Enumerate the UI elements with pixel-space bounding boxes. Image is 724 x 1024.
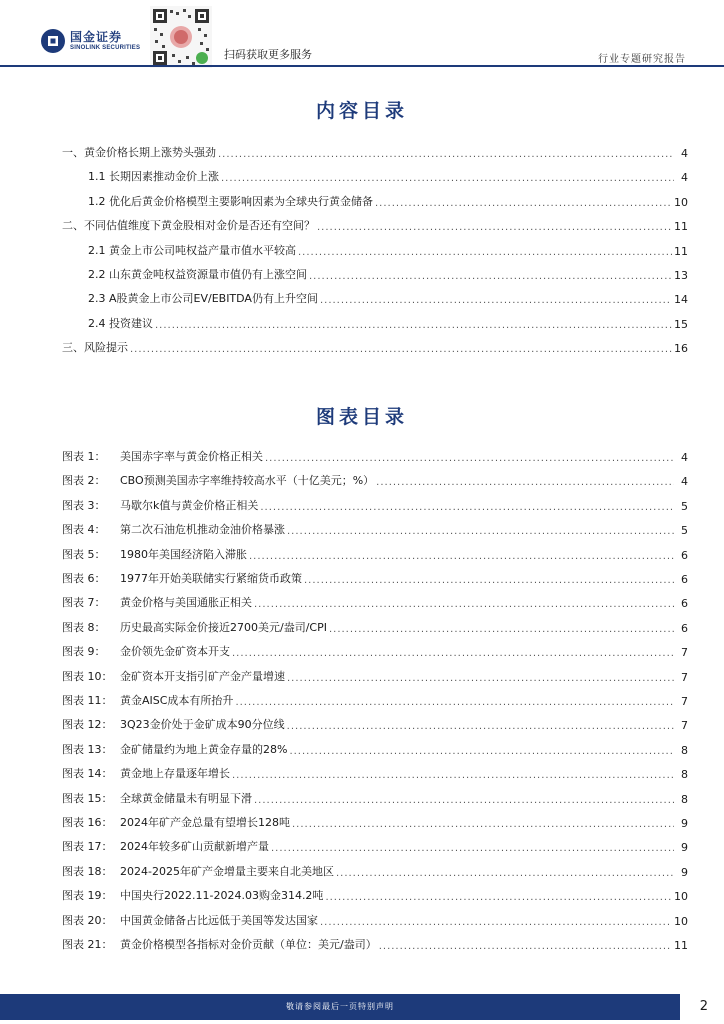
figure-entry[interactable] <box>62 668 688 684</box>
company-logo <box>40 28 140 54</box>
toc-entry[interactable] <box>88 193 688 209</box>
sinolink-logo-icon <box>40 28 66 54</box>
figure-entry-page: 7 <box>681 719 688 733</box>
figure-entry-label: 历史最高实际金价接近2700美元/盎司/CPI <box>120 620 327 634</box>
figure-entry[interactable] <box>62 521 688 537</box>
toc-entry-label: 1.1 长期因素推动金价上涨 <box>88 170 219 184</box>
toc-leader-dots <box>130 344 672 355</box>
toc-entry[interactable] <box>88 290 688 306</box>
toc-entry-label: 2.3 A股黄金上市公司EV/EBITDA仍有上升空间 <box>88 292 318 306</box>
report-type-label: 行业专题研究报告 <box>598 54 686 65</box>
figure-entry-label: 美国赤字率与黄金价格正相关 <box>120 450 263 463</box>
figure-entry[interactable] <box>62 448 688 464</box>
toc-entry-label: 1.2 优化后黄金价格模型主要影响因素为全球央行黄金储备 <box>88 194 373 208</box>
toc-title: 内容目录 <box>315 100 408 122</box>
figure-entry[interactable] <box>62 692 688 708</box>
figure-entry-number: 图表 15： <box>62 791 113 805</box>
figure-entry-page: 7 <box>681 670 688 684</box>
figure-entry-number: 图表 5： <box>62 547 106 561</box>
figure-entry-page: 8 <box>681 792 688 806</box>
figure-entry-number: 图表 2： <box>62 474 106 488</box>
figure-entry-label: 3Q23金价处于金矿成本90分位线 <box>120 718 285 732</box>
figure-entry[interactable] <box>62 472 688 488</box>
figure-leader-dots <box>254 599 674 610</box>
figure-entry-label: 2024年矿产金总量有望增长128吨 <box>120 816 290 829</box>
figure-entry-label: 黄金价格模型各指标对金价贡献（单位：美元/盎司） <box>120 938 377 951</box>
figure-entry-label: 马歇尔k值与黄金价格正相关 <box>120 498 259 512</box>
figure-entry-label: 1977年开始美联储实行紧缩货币政策 <box>120 572 302 585</box>
toc-entry-page: 4 <box>681 171 688 185</box>
figure-leader-dots <box>232 648 674 659</box>
toc-leader-dots <box>375 198 672 209</box>
figure-entry[interactable] <box>62 716 688 732</box>
figure-leader-dots <box>325 892 672 903</box>
figure-entry-number: 图表 17： <box>62 840 113 854</box>
figure-entry-number: 图表 6： <box>62 572 106 585</box>
figure-entry-page: 10 <box>674 914 688 928</box>
figure-entry-label: 2024年较多矿山贡献新增产量 <box>120 840 269 854</box>
toc-entry-label: 一、黄金价格长期上涨势头强劲 <box>62 146 216 159</box>
toc-leader-dots <box>309 271 672 282</box>
figure-entry[interactable] <box>62 765 688 781</box>
figure-entry[interactable] <box>62 863 688 879</box>
logo-chinese-name: 国金证券 <box>70 30 123 44</box>
figure-entry[interactable] <box>62 838 688 854</box>
figure-entry-label: 中国央行2022.11-2024.03购金314.2吨 <box>120 889 324 903</box>
figure-entry-page: 5 <box>681 524 688 538</box>
logo-english-name: SINOLINK SECURITIES <box>70 45 141 51</box>
figure-leader-dots <box>304 575 674 586</box>
figure-entry[interactable] <box>62 790 688 806</box>
toc-entry[interactable] <box>88 242 688 258</box>
figure-entry-page: 8 <box>681 743 688 757</box>
figure-entry-page: 7 <box>681 695 688 708</box>
figure-entry[interactable] <box>62 594 688 610</box>
figure-entry-page: 8 <box>681 768 688 782</box>
toc-entry-page: 11 <box>674 220 688 234</box>
figure-entry-page: 6 <box>681 597 688 611</box>
figure-leader-dots <box>254 795 674 806</box>
figure-entry-label: 1980年美国经济陷入滞胀 <box>120 547 247 561</box>
figure-entry-page: 6 <box>681 621 688 635</box>
toc-entry-page: 15 <box>674 317 688 331</box>
figure-entry-page: 11 <box>674 939 688 952</box>
figure-entry[interactable] <box>62 814 688 830</box>
figure-entry[interactable] <box>62 936 688 952</box>
figure-entry-number: 图表 1： <box>62 450 106 463</box>
figure-entry[interactable] <box>62 497 688 513</box>
figure-leader-dots <box>235 697 674 708</box>
figure-entry-number: 图表 16： <box>62 816 113 829</box>
figure-entry-label: 黄金地上存量逐年增长 <box>120 767 230 781</box>
qr-code-icon <box>150 6 212 68</box>
figure-entry-number: 图表 10： <box>62 669 113 683</box>
figure-entry-number: 图表 8： <box>62 620 106 634</box>
figure-entry-page: 9 <box>681 841 688 855</box>
toc-leader-dots <box>155 320 672 331</box>
figure-entry[interactable] <box>62 546 688 562</box>
figure-entry-number: 图表 12： <box>62 718 113 732</box>
figure-leader-dots <box>232 770 674 781</box>
figure-entry-label: 第二次石油危机推动金油价格暴涨 <box>120 523 285 537</box>
figures-title: 图表目录 <box>315 406 408 428</box>
figure-leader-dots <box>287 673 674 684</box>
figure-entry[interactable] <box>62 619 688 635</box>
toc-entry-page: 11 <box>674 244 688 258</box>
figure-leader-dots <box>249 551 674 562</box>
page-header <box>0 0 724 72</box>
toc-leader-dots <box>218 149 674 160</box>
figure-entry-number: 图表 4： <box>62 523 106 537</box>
figure-entry-label: CBO预测美国赤字率维持较高水平（十亿美元；%） <box>120 474 375 488</box>
toc-entry[interactable] <box>62 217 688 233</box>
toc-entry-page: 14 <box>674 293 688 307</box>
toc-entry-page: 10 <box>674 195 688 209</box>
figure-leader-dots <box>379 941 672 952</box>
figure-entry-label: 金矿资本开支指引矿产金产量增速 <box>120 669 285 683</box>
toc-entry[interactable] <box>88 315 688 331</box>
toc-entry-page: 16 <box>674 342 688 356</box>
toc-entry-page: 13 <box>674 269 688 282</box>
figure-entry-page: 6 <box>681 548 688 562</box>
figure-entry-label: 金矿储量约为地上黄金存量的28% <box>120 742 288 756</box>
figure-leader-dots <box>289 746 674 757</box>
figure-entry-label: 中国黄金储备占比远低于美国等发达国家 <box>120 913 318 927</box>
figure-entry-page: 4 <box>681 451 688 464</box>
toc-leader-dots <box>221 173 674 184</box>
toc-entry-label: 2.2 山东黄金吨权益资源量市值仍有上涨空间 <box>88 268 307 281</box>
figure-entry-page: 6 <box>681 573 688 586</box>
figure-leader-dots <box>265 453 674 464</box>
toc-entry-label: 二、不同估值维度下黄金股相对金价是否还有空间？ <box>62 219 315 233</box>
figure-entry-label: 全球黄金储量未有明显下滑 <box>120 791 252 805</box>
qr-caption: 扫码获取更多服务 <box>224 48 312 61</box>
figure-entry-number: 图表 3： <box>62 498 106 512</box>
figure-entry-page: 10 <box>674 890 688 904</box>
figure-entry-page: 9 <box>681 817 688 830</box>
figure-entry-label: 金价领先金矿资本开支 <box>120 645 230 659</box>
header-divider <box>0 65 724 67</box>
figure-entry[interactable] <box>62 887 688 903</box>
figure-entry[interactable] <box>62 741 688 757</box>
figure-entry-number: 图表 7： <box>62 596 106 610</box>
figure-leader-dots <box>287 721 674 732</box>
figure-entry-number: 图表 18： <box>62 864 113 878</box>
footer-disclaimer: 敬请参阅最后一页特别声明 <box>286 1002 394 1011</box>
toc-leader-dots <box>320 295 672 306</box>
figure-entry[interactable] <box>62 570 688 586</box>
figure-entry[interactable] <box>62 643 688 659</box>
figure-entry-page: 9 <box>681 865 688 879</box>
figure-entry-number: 图表 9： <box>62 645 106 659</box>
toc-entry[interactable] <box>88 168 688 184</box>
toc-entry-label: 2.4 投资建议 <box>88 316 153 330</box>
figure-leader-dots <box>271 843 674 854</box>
toc-leader-dots <box>317 222 672 233</box>
figure-entry-number: 图表 13： <box>62 742 113 756</box>
figure-leader-dots <box>336 868 674 879</box>
figure-leader-dots <box>292 819 674 830</box>
figure-entry-label: 黄金AISC成本有所抬升 <box>120 694 234 707</box>
figure-entry-label: 2024-2025年矿产金增量主要来自北美地区 <box>120 864 334 878</box>
toc-entry[interactable] <box>88 266 688 282</box>
figure-entry-number: 图表 20： <box>62 913 113 927</box>
figure-leader-dots <box>329 624 674 635</box>
figure-leader-dots <box>287 526 674 537</box>
figure-entry-page: 7 <box>681 646 688 660</box>
toc-entry-label: 三、风险提示 <box>62 341 128 355</box>
toc-entry-page: 4 <box>681 147 688 160</box>
figure-entry-number: 图表 19： <box>62 889 113 903</box>
toc-entry[interactable] <box>62 144 688 160</box>
figure-leader-dots <box>376 477 674 488</box>
figure-entry-number: 图表 14： <box>62 767 113 781</box>
toc-entry-label: 2.1 黄金上市公司吨权益产量市值水平较高 <box>88 243 296 257</box>
figure-entry[interactable] <box>62 912 688 928</box>
figure-entry-number: 图表 21： <box>62 938 113 951</box>
toc-entry[interactable] <box>62 339 688 355</box>
figure-entry-label: 黄金价格与美国通胀正相关 <box>120 596 252 610</box>
figure-leader-dots <box>260 502 674 513</box>
figure-entry-page: 4 <box>681 475 688 489</box>
figure-entry-page: 5 <box>681 499 688 513</box>
page-number: 2 <box>699 999 708 1014</box>
toc-leader-dots <box>298 247 672 258</box>
figure-leader-dots <box>320 917 672 928</box>
figure-entry-number: 图表 11： <box>62 694 113 707</box>
